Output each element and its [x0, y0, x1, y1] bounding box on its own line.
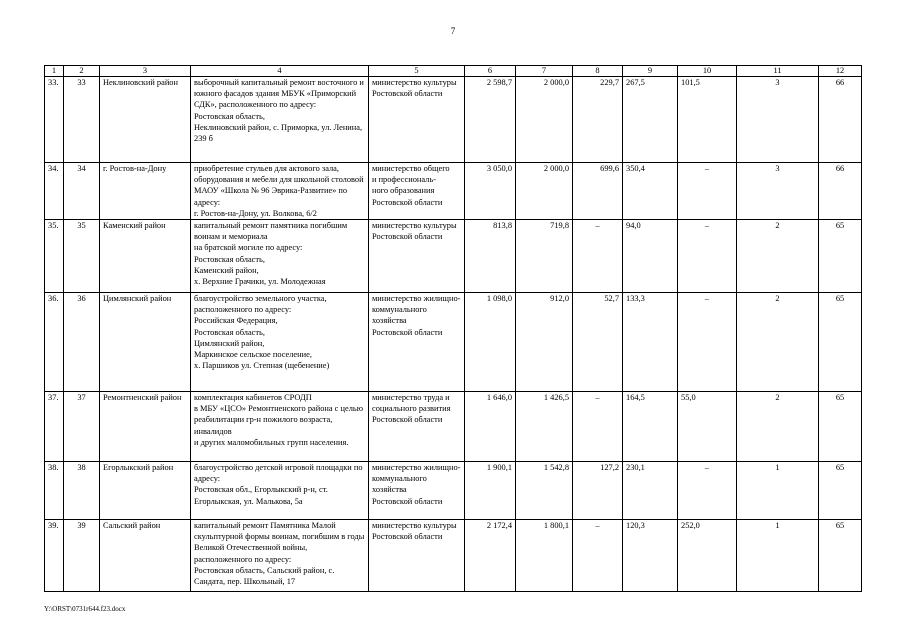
column-header: 3 [100, 66, 191, 77]
amount-col-10: 55,0 [678, 392, 737, 462]
value-col-12: 66 [819, 77, 862, 163]
value-col-11: 2 [737, 392, 819, 462]
amount-col-8: – [573, 220, 623, 293]
amount-col-10: 101,5 [678, 77, 737, 163]
value-col-11: 3 [737, 77, 819, 163]
table-row [45, 220, 862, 293]
responsible-ministry: министерство общего и профессиональ- ного образования Ростовской области [369, 163, 465, 220]
project-description: комплектация кабинетов СРОДП в МБУ «ЦСО» Ремонтненского района с целью реабилитации гр-н пожилого возраста, инвалидов и других маломобильных групп населения. [191, 392, 369, 462]
value-col-12: 65 [819, 293, 862, 392]
value-col-11: 2 [737, 220, 819, 293]
amount-total: 2 172,4 [465, 520, 516, 592]
amount-col-7: 2 000,0 [516, 163, 573, 220]
row-index: 36. [45, 293, 64, 392]
object-number: 38 [64, 462, 100, 520]
row-index: 34. [45, 163, 64, 220]
amount-col-9: 133,3 [623, 293, 678, 392]
column-header: 12 [819, 66, 862, 77]
responsible-ministry: министерство жилищно-коммунального хозяйства Ростовской области [369, 293, 465, 392]
value-col-12: 65 [819, 520, 862, 592]
amount-col-9: 350,4 [623, 163, 678, 220]
amount-col-9: 120,3 [623, 520, 678, 592]
project-description: благоустройство детской игровой площадки по адресу: Ростовская обл., Егорлыкский р-н, ст. Егорлыкская, ул. Малькова, 5а [191, 462, 369, 520]
amount-col-7: 1 426,5 [516, 392, 573, 462]
table-row [45, 77, 862, 163]
table-row [45, 392, 862, 462]
amount-total: 2 598,7 [465, 77, 516, 163]
amount-col-7: 1 542,8 [516, 462, 573, 520]
row-index: 33. [45, 77, 64, 163]
table-row [45, 293, 862, 392]
column-header: 6 [465, 66, 516, 77]
project-description: капитальный ремонт памятника погибшим воинам и мемориала на братской могиле по адресу: Ростовская область, Каменский район, х. Верхние Грачики, ул. Молодежная [191, 220, 369, 293]
row-index: 37. [45, 392, 64, 462]
responsible-ministry: министерство жилищно-коммунального хозяйства Ростовской области [369, 462, 465, 520]
amount-col-10: 252,0 [678, 520, 737, 592]
row-index: 38. [45, 462, 64, 520]
project-description: капитальный ремонт Памятника Малой скульптурной формы воинам, погибшим в годы Великой Отечественной войны, расположенного по адресу: Ростовская область, Сальский район, с. Сандата, пер. Школьный, 17 [191, 520, 369, 592]
municipality: Неклиновский район [100, 77, 191, 163]
responsible-ministry: министерство культуры Ростовской области [369, 220, 465, 293]
column-header: 10 [678, 66, 737, 77]
responsible-ministry: министерство культуры Ростовской области [369, 77, 465, 163]
value-col-12: 65 [819, 462, 862, 520]
value-col-11: 1 [737, 462, 819, 520]
row-index: 39. [45, 520, 64, 592]
object-number: 37 [64, 392, 100, 462]
object-number: 39 [64, 520, 100, 592]
table-row [45, 462, 862, 520]
amount-total: 3 050,0 [465, 163, 516, 220]
amount-col-10: – [678, 462, 737, 520]
municipality: Каменский район [100, 220, 191, 293]
value-col-12: 65 [819, 392, 862, 462]
column-header: 8 [573, 66, 623, 77]
amount-total: 1 646,0 [465, 392, 516, 462]
amount-col-7: 912,0 [516, 293, 573, 392]
municipality: Цимлянский район [100, 293, 191, 392]
object-number: 33 [64, 77, 100, 163]
amount-col-8: 127,2 [573, 462, 623, 520]
amount-col-7: 719,8 [516, 220, 573, 293]
column-header: 2 [64, 66, 100, 77]
project-description: выборочный капитальный ремонт восточного и южного фасадов здания МБУК «Приморский СДК», расположенного по адресу: Ростовская область, Неклиновский район, с. Приморка, ул. Ленина, 239 б [191, 77, 369, 163]
row-index: 35. [45, 220, 64, 293]
amount-total: 1 098,0 [465, 293, 516, 392]
value-col-11: 1 [737, 520, 819, 592]
responsible-ministry: министерство труда и социального развития Ростовской области [369, 392, 465, 462]
value-col-11: 2 [737, 293, 819, 392]
table-row [45, 520, 862, 592]
table-row [45, 163, 862, 220]
value-col-12: 65 [819, 220, 862, 293]
amount-col-8: 699,6 [573, 163, 623, 220]
amount-col-8: – [573, 392, 623, 462]
column-number-row [45, 66, 862, 77]
municipality: г. Ростов-на-Дону [100, 163, 191, 220]
value-col-12: 66 [819, 163, 862, 220]
municipality: Ремонтненский район [100, 392, 191, 462]
column-header: 4 [191, 66, 369, 77]
value-col-11: 3 [737, 163, 819, 220]
file-path-footer: Y:\ORST\0731r644.f23.docx [44, 605, 126, 613]
amount-col-9: 94,0 [623, 220, 678, 293]
amount-col-10: – [678, 293, 737, 392]
amount-total: 1 900,1 [465, 462, 516, 520]
municipality: Сальский район [100, 520, 191, 592]
amount-col-8: 52,7 [573, 293, 623, 392]
column-header: 9 [623, 66, 678, 77]
appendix-table [44, 65, 862, 592]
page-number: 7 [450, 26, 456, 36]
object-number: 35 [64, 220, 100, 293]
project-description: приобретение стульев для актового зала, оборудования и мебели для школьной столовой МАОУ «Школа № 96 Эврика-Развитие» по адресу: г. Ростов-на-Дону, ул. Волкова, 6/2 [191, 163, 369, 220]
responsible-ministry: министерство культуры Ростовской области [369, 520, 465, 592]
amount-col-9: 164,5 [623, 392, 678, 462]
amount-col-9: 267,5 [623, 77, 678, 163]
amount-col-8: – [573, 520, 623, 592]
object-number: 34 [64, 163, 100, 220]
object-number: 36 [64, 293, 100, 392]
amount-col-10: – [678, 163, 737, 220]
municipality: Егорлыкский район [100, 462, 191, 520]
amount-total: 813,8 [465, 220, 516, 293]
column-header: 11 [737, 66, 819, 77]
amount-col-8: 229,7 [573, 77, 623, 163]
column-header: 7 [516, 66, 573, 77]
amount-col-10: – [678, 220, 737, 293]
column-header: 1 [45, 66, 64, 77]
amount-col-7: 2 000,0 [516, 77, 573, 163]
project-description: благоустройство земельного участка, расположенного по адресу: Российская Федерация, Ростовская область, Цимлянский район, Маркинское сельское поселение, х. Паршиков ул. Степная (щебенение) [191, 293, 369, 392]
column-header: 5 [369, 66, 465, 77]
amount-col-9: 230,1 [623, 462, 678, 520]
amount-col-7: 1 800,1 [516, 520, 573, 592]
